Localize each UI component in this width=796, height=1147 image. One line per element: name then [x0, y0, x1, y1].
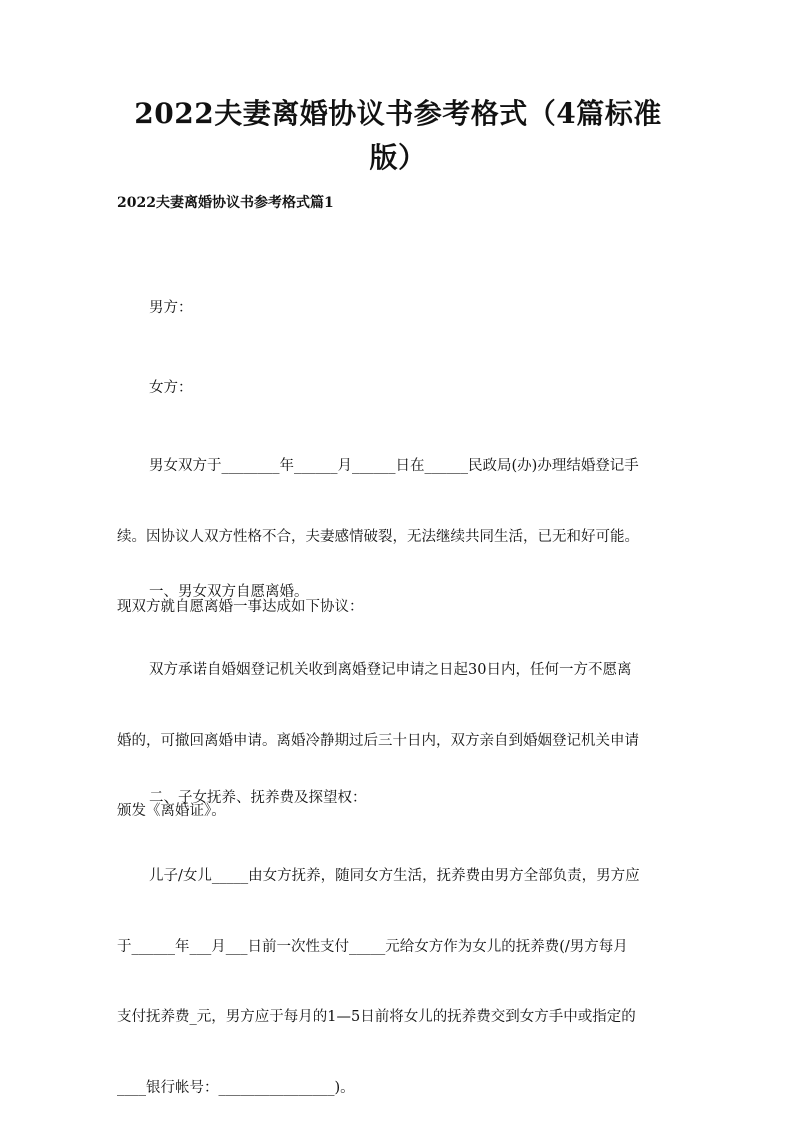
clause-2-line: 儿子/女儿_____由女方抚养，随同女方生活，抚养费由男方全部负责，男方应: [149, 868, 640, 884]
section-heading: 2022夫妻离婚协议书参考格式篇1: [117, 195, 334, 211]
clause-2-heading-text: 二、子女抚养、抚养费及探望权：: [149, 790, 367, 806]
clause-2-line: 支付抚养费_元，男方应于每月的1—5日前将女儿的抚养费交到女方手中或指定的: [117, 1009, 636, 1025]
clause-1-heading-text: 一、男女双方自愿离婚。: [149, 584, 309, 600]
male-label-text: 男方：: [149, 300, 193, 316]
female-label-text: 女方：: [149, 380, 193, 396]
clause-2-paragraph: [117, 818, 687, 1147]
clause-1-line: 双方承诺自婚姻登记机关收到离婚登记申请之日起30日内，任何一方不愿离: [149, 662, 632, 678]
intro-line: 男女双方于________年______月______日在______民政局(办)办理结婚登记手: [149, 458, 639, 474]
document-title-line-2: 版）: [369, 141, 427, 174]
clause-1-line: 婚的，可撤回离婚申请。离婚冷静期过后三十日内，双方亲自到婚姻登记机关申请: [117, 732, 639, 749]
clause-2-line: ____银行帐号：________________)。: [117, 1079, 355, 1096]
intro-line: 现双方就自愿离婚一事达成如下协议：: [117, 599, 364, 615]
clause-2-line: 于______年___月___日前一次性支付_____元给女方作为女儿的抚养费(/男方每月: [117, 938, 628, 955]
document-title-line-1: 2022夫妻离婚协议书参考格式（4篇标准: [134, 97, 662, 130]
intro-line: 续。因协议人双方性格不合，夫妻感情破裂，无法继续共同生活，已无和好可能。: [117, 528, 639, 545]
clause-1-line: 颁发《离婚证》。: [117, 803, 226, 819]
